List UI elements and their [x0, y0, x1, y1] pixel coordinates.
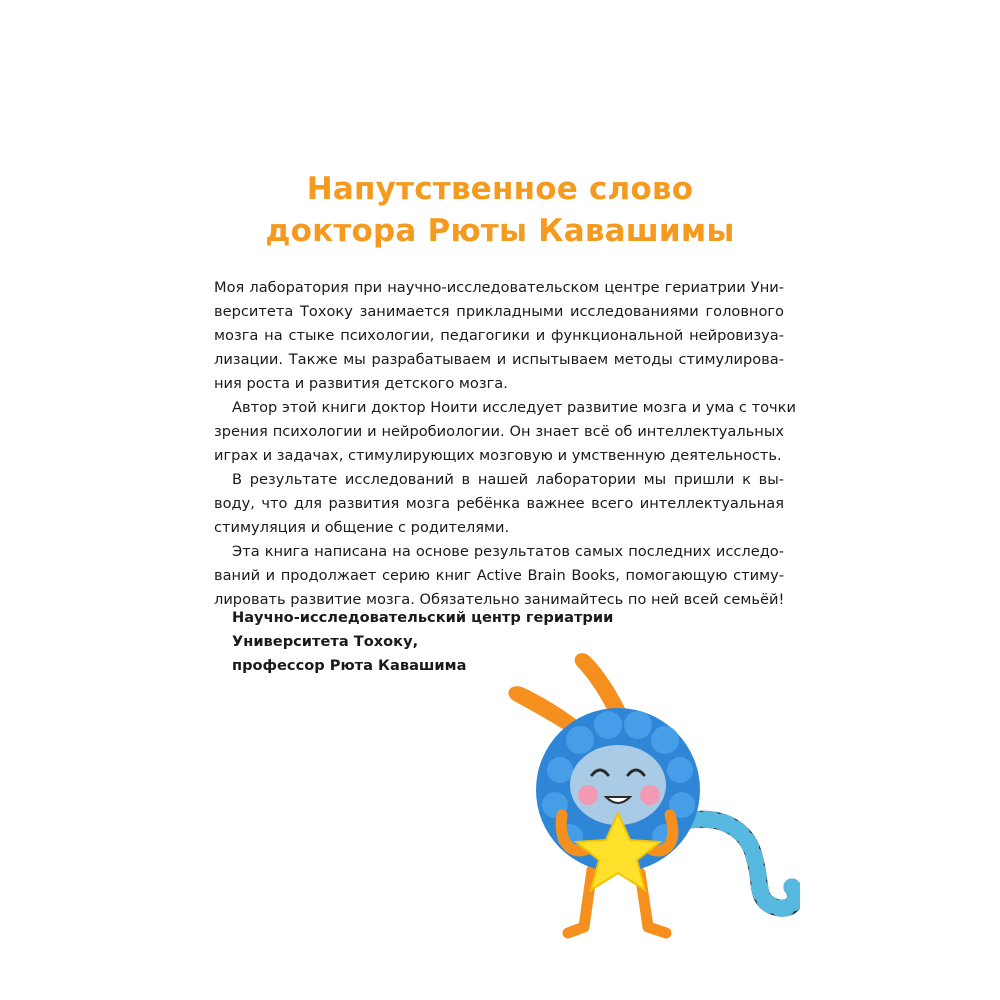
signature-line: профессор Рюта Кавашима	[232, 657, 467, 674]
page-title	[0, 168, 1000, 252]
text-line: верситета Тохоку занимается прикладными исследованиями головного	[214, 303, 784, 320]
text-line: стимуляция и общение с родителями.	[214, 519, 510, 536]
mascot-illustration	[500, 645, 800, 945]
signature-line: Научно-исследовательский центр гериатрии	[232, 609, 614, 626]
text-line: лировать развитие мозга. Обязательно занимайтесь по ней всей семьёй!	[214, 591, 785, 608]
left-cheek	[578, 785, 598, 805]
foreword-text	[214, 276, 796, 612]
signature-line: Университета Тохоку,	[232, 633, 419, 650]
text-line: ваний и продолжает серию книг Active Brain Books, помогающую стиму-	[214, 567, 784, 584]
left-leg	[568, 870, 592, 933]
right-cheek	[640, 785, 660, 805]
title-line-1: Напутственное слово	[306, 171, 694, 207]
title-line-2: доктора Рюты Кавашимы	[265, 213, 735, 249]
paragraph-1	[214, 276, 784, 396]
striped-tail	[690, 819, 796, 908]
paragraph-3	[214, 468, 784, 540]
text-line: мозга на стыке психологии, педагогики и функциональной нейровизуа-	[214, 327, 784, 344]
text-line: играх и задачах, стимулирующих мозговую и умственную деятельность.	[214, 447, 782, 464]
text-line: зрения психологии и нейробиологии. Он знает всё об интеллектуальных	[214, 423, 784, 440]
text-line: лизации. Также мы разрабатываем и испытываем методы стимулирова-	[214, 351, 784, 368]
text-line: ния роста и развития детского мозга.	[214, 375, 508, 392]
text-line: Автор этой книги доктор Ноити исследует развитие мозга и ума с точки	[232, 399, 796, 416]
text-line: В результате исследований в нашей лаборатории мы пришли к вы-	[232, 471, 784, 488]
text-line: воду, что для развития мозга ребёнка важнее всего интеллектуальная	[214, 495, 784, 512]
paragraph-2	[214, 396, 796, 468]
text-line: Моя лаборатория при научно-исследовательском центре гериатрии Уни-	[214, 279, 784, 296]
paragraph-4	[214, 540, 784, 612]
text-line: Эта книга написана на основе результатов самых последних исследо-	[232, 543, 784, 560]
